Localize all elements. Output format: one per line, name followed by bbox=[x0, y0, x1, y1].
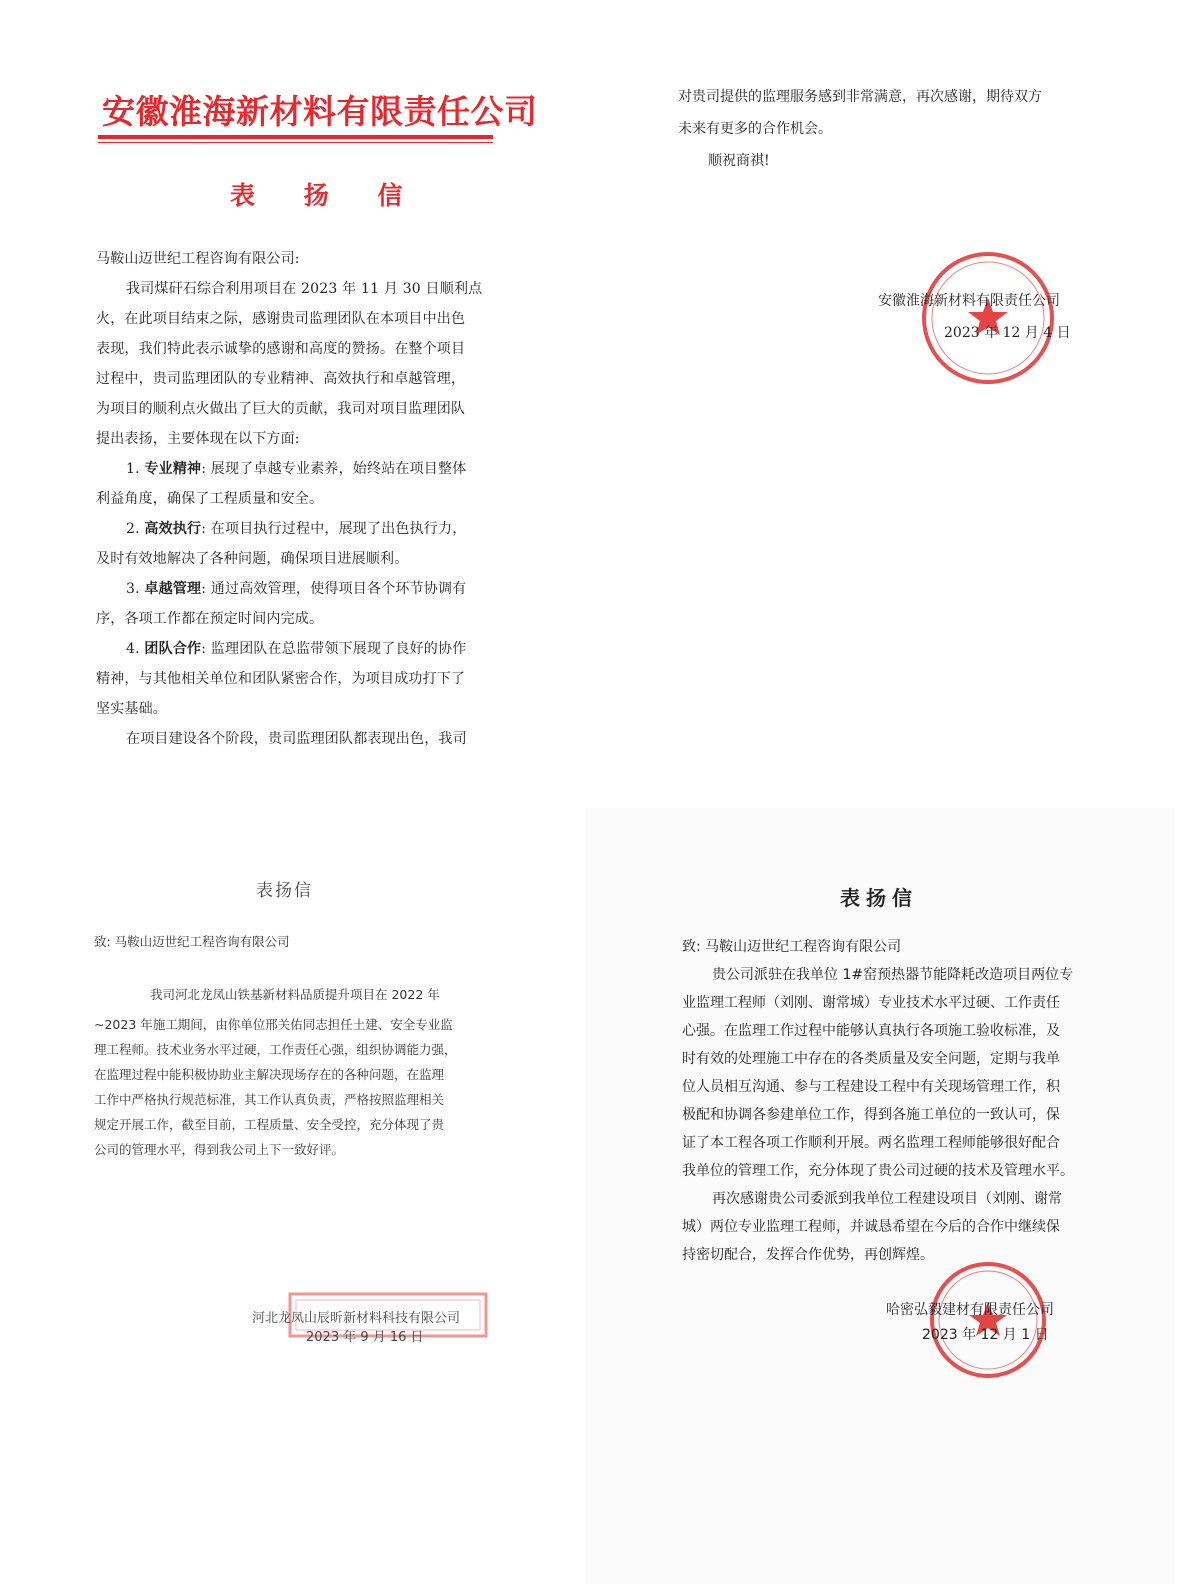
body-line: 城）两位专业监理工程师，并诚恳希望在今后的合作中继续保 bbox=[682, 1219, 1060, 1235]
body-line: 心强。在监理工作过程中能够认真执行各项施工验收标准，及 bbox=[682, 1023, 1060, 1039]
body-line: 在监理过程中能积极协助业主解决现场存在的各种问题，在监理 bbox=[94, 1067, 445, 1082]
company-letterhead: 安徽淮海新材料有限责任公司 bbox=[102, 92, 538, 131]
point-3-cont: 序，各项工作都在预定时间内完成。 bbox=[96, 611, 324, 627]
body-line: 理工程师。技术业务水平过硬，工作责任心强，组织协调能力强， bbox=[94, 1042, 457, 1057]
body-line: 规定开展工作，截至目前，工程质量、安全受控，充分体现了贵 bbox=[94, 1117, 445, 1132]
point-1-cont: 利益角度，确保了工程质量和安全。 bbox=[96, 491, 324, 507]
letter-title: 表 扬 信 bbox=[230, 181, 423, 210]
point-4-cont: 坚实基础。 bbox=[96, 701, 167, 717]
body-line: 位人员相互沟通、参与工程建设工程中有关现场管理工作，积 bbox=[682, 1079, 1060, 1095]
body-line: 极配和协调各参建单位工作，得到各施工单位的一致认可，保 bbox=[682, 1107, 1060, 1123]
point-2-cont: 及时有效地解决了各种问题，确保项目进展顺利。 bbox=[96, 551, 409, 567]
closing-line: 在项目建设各个阶段，贵司监理团队都表现出色，我司 bbox=[126, 731, 467, 747]
body-line: 表现，我们特此表示诚挚的感谢和高度的赞扬。在整个项目 bbox=[96, 341, 466, 357]
point-3: 3. 卓越管理: 通过高效管理，使得项目各个环节协调有 bbox=[126, 581, 467, 597]
letter-page-2 bbox=[612, 8, 1174, 798]
letter-page-3 bbox=[10, 812, 570, 1582]
body-line: ~2023 年施工期间，由你单位邢关佑同志担任土建、安全专业监 bbox=[94, 1017, 453, 1032]
date: 2023 年 9 月 16 日 bbox=[306, 1330, 424, 1345]
letter-page-1 bbox=[10, 8, 570, 798]
letter-title: 表扬信 bbox=[840, 886, 918, 910]
body-line: 时有效的处理施工中存在的各类质量及安全问题，定期与我单 bbox=[682, 1051, 1060, 1067]
body-line: 提出表扬，主要体现在以下方面: bbox=[96, 431, 300, 447]
body-line: 未来有更多的合作机会。 bbox=[678, 121, 832, 137]
body-line: 火，在此项目结束之际，感谢贵司监理团队在本项目中出色 bbox=[96, 311, 466, 327]
letter-page-4 bbox=[586, 808, 1174, 1584]
point-4-cont: 精神，与其他相关单位和团队紧密合作，为项目成功打下了 bbox=[96, 671, 466, 687]
body-line: 为项目的顺利点火做出了巨大的贡献，我司对项目监理团队 bbox=[96, 401, 466, 417]
regards: 顺祝商祺! bbox=[708, 153, 770, 169]
point-1: 1. 专业精神: 展现了卓越专业素养，始终站在项目整体 bbox=[126, 461, 467, 477]
letter-title: 表扬信 bbox=[256, 881, 313, 901]
body-line: 公司的管理水平，得到我公司上下一致好评。 bbox=[94, 1142, 345, 1157]
body-line: 再次感谢贵公司委派到我单位工程建设项目（刘刚、谢常 bbox=[712, 1191, 1062, 1207]
salutation: 马鞍山迈世纪工程咨询有限公司: bbox=[96, 251, 300, 267]
body-line: 我司河北龙凤山铁基新材料品质提升项目在 2022 年 bbox=[150, 987, 440, 1002]
signature: 安徽淮海新材料有限责任公司 bbox=[878, 293, 1060, 309]
point-4: 4. 团队合作: 监理团队在总监带领下展现了良好的协作 bbox=[126, 641, 467, 657]
body-line: 我单位的管理工作，充分体现了贵公司过硬的技术及管理水平。 bbox=[682, 1163, 1074, 1179]
point-2: 2. 高效执行: 在项目执行过程中，展现了出色执行力， bbox=[126, 521, 467, 537]
body-line: 工作中严格执行规范标准，其工作认真负责，严格按照监理相关 bbox=[94, 1092, 445, 1107]
letterhead-rule-thin bbox=[98, 142, 493, 143]
signature: 河北龙凤山辰昕新材料科技有限公司 bbox=[252, 1311, 461, 1326]
letterhead-rule bbox=[98, 135, 493, 139]
company-seal-icon bbox=[926, 1258, 1050, 1382]
signature: 哈密弘毅建材有限责任公司 bbox=[886, 1302, 1054, 1318]
body-line: 过程中，贵司监理团队的专业精神、高效执行和卓越管理， bbox=[96, 371, 466, 387]
date: 2023 年 12 月 1 日 bbox=[922, 1327, 1049, 1343]
body-line: 对贵司提供的监理服务感到非常满意，再次感谢，期待双方 bbox=[678, 89, 1042, 105]
body-line: 业监理工程师（刘刚、谢常城）专业技术水平过硬、工作责任 bbox=[682, 995, 1060, 1011]
body-line: 我司煤矸石综合利用项目在 2023 年 11 月 30 日顺利点 bbox=[126, 281, 483, 297]
recipient: 致: 马鞍山迈世纪工程咨询有限公司 bbox=[682, 939, 902, 955]
company-seal-icon bbox=[918, 248, 1058, 388]
recipient: 致: 马鞍山迈世纪工程咨询有限公司 bbox=[94, 934, 290, 949]
date: 2023 年 12 月 4 日 bbox=[944, 325, 1071, 341]
body-line: 贵公司派驻在我单位 1#窑预热器节能降耗改造项目两位专 bbox=[712, 967, 1074, 983]
body-line: 证了本工程各项工作顺利开展。两名监理工程师能够很好配合 bbox=[682, 1135, 1060, 1151]
body-line: 持密切配合，发挥合作优势，再创辉煌。 bbox=[682, 1247, 934, 1263]
